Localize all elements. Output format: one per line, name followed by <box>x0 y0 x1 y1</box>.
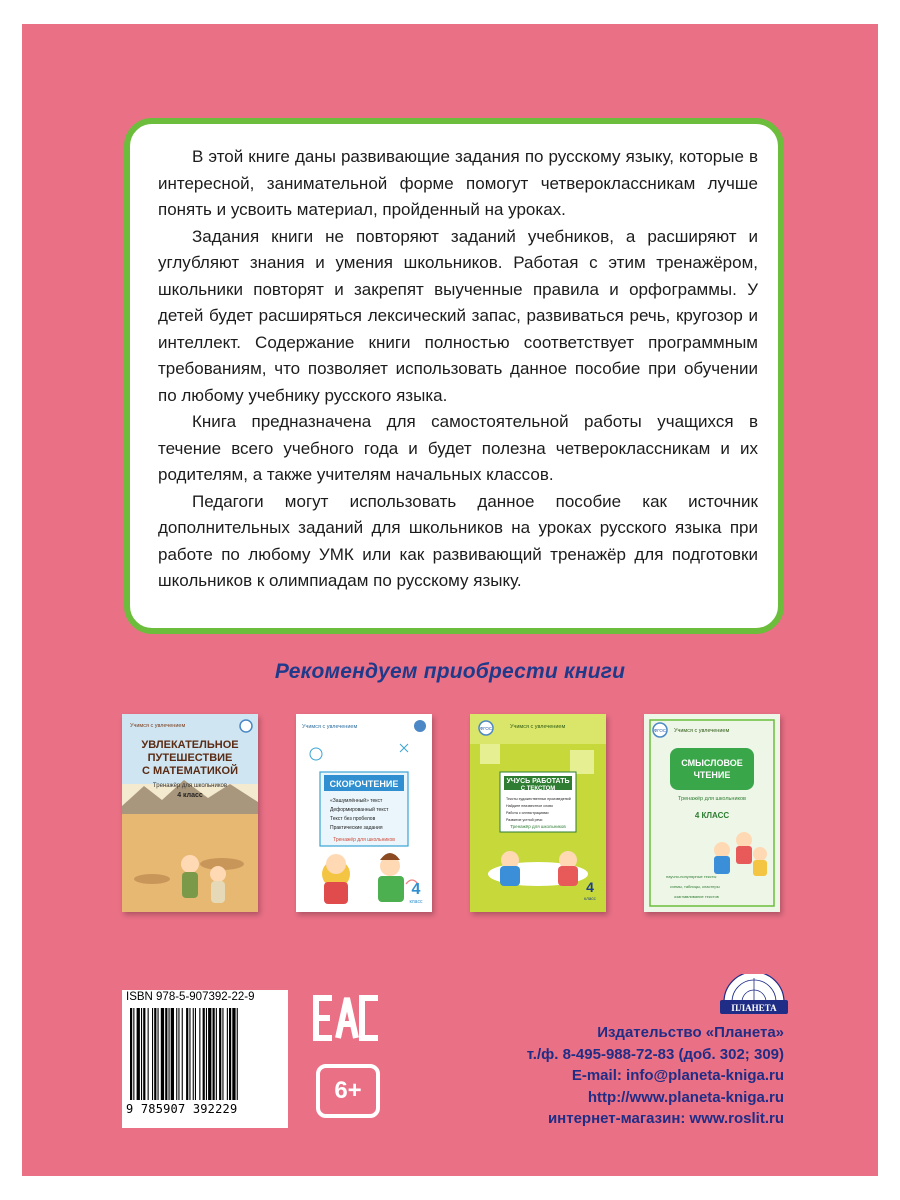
book-2-item-3: Текст без пробелов <box>330 816 376 822</box>
isbn-barcode-block <box>122 990 288 1128</box>
book-cover-math[interactable] <box>122 714 258 912</box>
description-paragraph-3: Книга предназначена для самостоятельной работы учащихся в течение всего учебного года и будет полезна четвероклассникам и их родителям, а также учителям начальных классов. <box>158 412 758 484</box>
barcode-digits: 9 785907 392229 <box>126 1102 238 1116</box>
book-3-item-2: Найдите неизвестное слово <box>506 804 554 808</box>
barcode-icon <box>128 1008 282 1102</box>
description-paragraph-1: В этой книге даны развивающие задания по русскому языку, которые в интересной, занимательной форме помогут четвероклассникам лучше понять и усвоить материал, пройденный на уроках. <box>158 147 758 219</box>
book-2-grade-word: класс <box>409 899 423 905</box>
publisher-online-store[interactable]: интернет-магазин: www.roslit.ru <box>547 1110 784 1127</box>
eac-certification-icon <box>312 994 382 1042</box>
book-4-title-line-1: СМЫСЛОВОЕ <box>681 758 743 768</box>
publisher-info <box>430 1022 784 1130</box>
book-4-subtitle: Тренажёр для школьников <box>678 796 746 802</box>
book-cover-speed-reading[interactable] <box>296 714 432 912</box>
book-cover-math-art <box>122 714 258 912</box>
book-2-item-2: Деформированный текст <box>330 807 389 813</box>
book-2-grade: 4 <box>411 881 421 898</box>
book-3-item-1: Тексты художественных произведений <box>506 797 571 801</box>
book-2-series: Учимся с увлечением <box>302 724 358 730</box>
book-3-item-3: Работа с иллюстрациями <box>506 811 549 815</box>
book-3-title-line-1: УЧУСЬ РАБОТАТЬ <box>506 778 570 785</box>
book-2-subtitle: Тренажёр для школьников <box>333 837 395 843</box>
description-box <box>124 118 784 634</box>
book-cover-semantic-reading-art <box>644 714 780 912</box>
book-3-series: Учимся с увлечением <box>510 724 566 730</box>
book-1-subtitle: Тренажёр для школьников <box>152 783 228 789</box>
book-4-badge: ФГОС <box>653 728 667 733</box>
publisher-website[interactable]: http://www.planeta-kniga.ru <box>587 1088 784 1106</box>
publisher-name: Издательство «Планета» <box>597 1024 784 1041</box>
book-cover-working-with-text-art <box>470 714 606 912</box>
book-3-item-4: Развитие устной речи <box>506 818 543 822</box>
isbn-label: ISBN 978-5-907392-22-9 <box>126 991 255 1003</box>
book-4-item-1: научно-популярные тексты <box>666 874 717 879</box>
planeta-logo-icon <box>718 974 790 1018</box>
book-3-badge: ФГОС <box>479 726 493 731</box>
age-rating-badge: 6+ <box>316 1064 380 1118</box>
book-4-grade: 4 КЛАСС <box>694 811 730 820</box>
book-cover-working-with-text[interactable] <box>470 714 606 912</box>
book-2-item-4: Практические задания <box>330 825 383 831</box>
book-cover-speed-reading-art <box>296 714 432 912</box>
publisher-logo-text: ПЛАНЕТА <box>731 1003 777 1013</box>
description-paragraph-2: Задания книги не повторяют заданий учебников, а расширяют и углубляют знания и умения школьников. Работая с этим тренажёром, школьники повторят и закрепят выученные правила и орфограммы. У детей будет расширяться лексический запас, развиваться речь, кругозор и интеллект. Содержание книги полностью соответствует программным требованиям, что позволяет использовать данное пособие при обучении по любому учебнику русского языка. <box>158 226 758 405</box>
book-4-item-3: озаглавливание текстов <box>674 894 719 899</box>
recommend-heading: Рекомендуем приобрести книги <box>274 660 626 683</box>
book-cover-semantic-reading[interactable] <box>644 714 780 912</box>
book-4-title-line-2: ЧТЕНИЕ <box>693 770 731 780</box>
book-1-grade: 4 класс <box>177 792 203 799</box>
publisher-email[interactable]: E-mail: info@planeta-kniga.ru <box>571 1067 784 1084</box>
book-3-grade-word: класс <box>584 896 596 901</box>
book-3-grade: 4 <box>586 879 594 895</box>
book-1-title-line-3: С МАТЕМАТИКОЙ <box>142 765 238 777</box>
book-4-series: Учимся с увлечением <box>674 728 730 734</box>
book-3-subtitle: Тренажёр для школьников <box>510 824 566 829</box>
book-2-item-1: «Зашумлённый» текст <box>330 798 383 804</box>
book-2-title: СКОРОЧТЕНИЕ <box>329 779 399 789</box>
description-paragraph-4: Педагоги могут использовать данное пособие как источник дополнительных заданий для школьников на уроках русского языка при работе по любому УМК или как развивающий тренажёр для подготовки школьников к олимпиадам по русскому языку. <box>158 491 758 590</box>
publisher-phone: т./ф. 8-495-988-72-83 (доб. 302; 309) <box>526 1045 784 1063</box>
book-3-title-line-2: С ТЕКСТОМ <box>520 786 556 792</box>
recommended-books <box>122 714 782 914</box>
book-1-title-line-2: ПУТЕШЕСТВИЕ <box>147 752 233 764</box>
book-1-title-line-1: УВЛЕКАТЕЛЬНОЕ <box>141 739 239 751</box>
book-4-item-2: схемы, таблицы, кластеры <box>670 884 720 889</box>
book-1-series: Учимся с увлечением <box>130 723 186 729</box>
